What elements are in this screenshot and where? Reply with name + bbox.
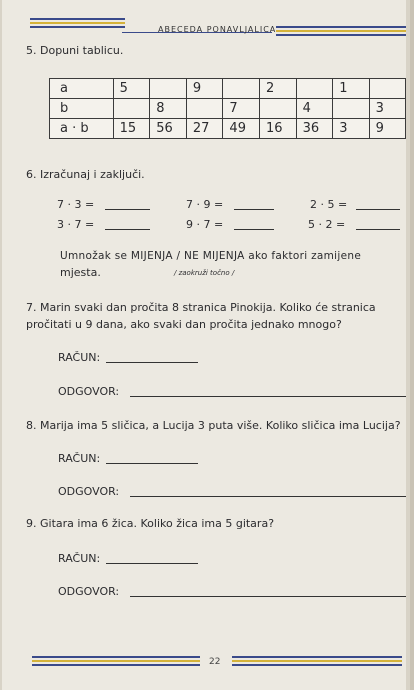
table-cell: 27 [186, 119, 223, 139]
task9-line1: 9. Gitara ima 6 žica. Koliko žica ima 5 gitara? [26, 517, 275, 530]
header-rule [276, 26, 406, 28]
racun-blank[interactable] [106, 563, 198, 564]
multiplication-table [49, 78, 406, 139]
table-row [50, 99, 406, 119]
task6-statement-end: mjesta. [60, 266, 101, 279]
odgovor-label: ODGOVOR: [58, 585, 120, 598]
expression: 5 · 2 = [308, 218, 346, 231]
table-cell: 3 [333, 119, 369, 139]
table-row [50, 119, 406, 139]
footer-rule [32, 660, 200, 662]
answer-blank[interactable] [356, 209, 400, 210]
table-cell [296, 79, 333, 99]
racun-blank[interactable] [106, 463, 198, 464]
task6-statement: Umnožak se MIJENJA / NE MIJENJA ako faktori zamijene [60, 250, 362, 262]
expression: 7 · 9 = [186, 198, 224, 211]
table-cell [369, 79, 405, 99]
header-title: ABECEDA PONAVLJALICA [158, 25, 277, 34]
table-cell: 3 [369, 99, 405, 119]
racun-blank[interactable] [106, 362, 198, 363]
table-cell [150, 79, 187, 99]
table-cell: 5 [113, 79, 150, 99]
table-cell: 9 [369, 119, 405, 139]
table-cell: 9 [186, 79, 223, 99]
odgovor-label: ODGOVOR: [58, 385, 120, 398]
table-cell: 16 [260, 119, 297, 139]
task8-line1: 8. Marija ima 5 sličica, a Lucija 3 puta više. Koliko sličica ima Lucija? [26, 419, 401, 432]
footer-rule [32, 664, 200, 666]
table-cell: b [50, 99, 114, 119]
expression: 7 · 3 = [57, 198, 95, 211]
header-rule [276, 30, 406, 32]
workbook-page [2, 0, 406, 690]
page-header [30, 18, 408, 40]
table-cell: 56 [150, 119, 187, 139]
table-cell: 2 [260, 79, 297, 99]
page-number: 22 [209, 657, 221, 667]
answer-blank[interactable] [105, 229, 150, 230]
table-cell: a [50, 79, 114, 99]
odgovor-label: ODGOVOR: [58, 485, 120, 498]
table-cell: 7 [223, 99, 260, 119]
header-rule [30, 22, 125, 24]
header-rule [30, 26, 125, 28]
odgovor-blank[interactable] [130, 596, 406, 597]
table-cell: 1 [333, 79, 369, 99]
table-cell [333, 99, 369, 119]
table-cell: a · b [50, 119, 114, 139]
table-row [50, 79, 406, 99]
odgovor-blank[interactable] [130, 396, 406, 397]
answer-blank[interactable] [234, 229, 274, 230]
page-edge-shadow [410, 0, 414, 690]
expression: 2 · 5 = [310, 198, 348, 211]
racun-label: RAČUN: [58, 452, 101, 465]
header-rule [276, 34, 406, 36]
expression: 9 · 7 = [186, 218, 224, 231]
task5-title: 5. Dopuni tablicu. [26, 44, 124, 57]
table-cell [186, 99, 223, 119]
header-rule [30, 18, 125, 20]
table-cell [223, 79, 260, 99]
odgovor-blank[interactable] [130, 496, 406, 497]
table-cell: 49 [223, 119, 260, 139]
table-cell [113, 99, 150, 119]
footer-rule [32, 656, 200, 658]
footer-rule [232, 656, 402, 658]
footer-rule [232, 664, 402, 666]
racun-label: RAČUN: [58, 552, 101, 565]
answer-blank[interactable] [234, 209, 274, 210]
answer-blank[interactable] [356, 229, 400, 230]
task7-line1: 7. Marin svaki dan pročita 8 stranica Pinokija. Koliko će stranica [26, 301, 376, 314]
table-cell: 4 [296, 99, 333, 119]
table-cell: 36 [296, 119, 333, 139]
table-cell [260, 99, 297, 119]
racun-label: RAČUN: [58, 351, 101, 364]
expression: 3 · 7 = [57, 218, 95, 231]
answer-blank[interactable] [105, 209, 150, 210]
task6-hint: / zaokruži točno / [174, 269, 235, 277]
table-cell: 8 [150, 99, 187, 119]
table-cell: 15 [113, 119, 150, 139]
task6-title: 6. Izračunaj i zaključi. [26, 168, 145, 181]
task7-line2: pročitati u 9 dana, ako svaki dan pročita jednako mnogo? [26, 318, 342, 331]
footer-rule [232, 660, 402, 662]
